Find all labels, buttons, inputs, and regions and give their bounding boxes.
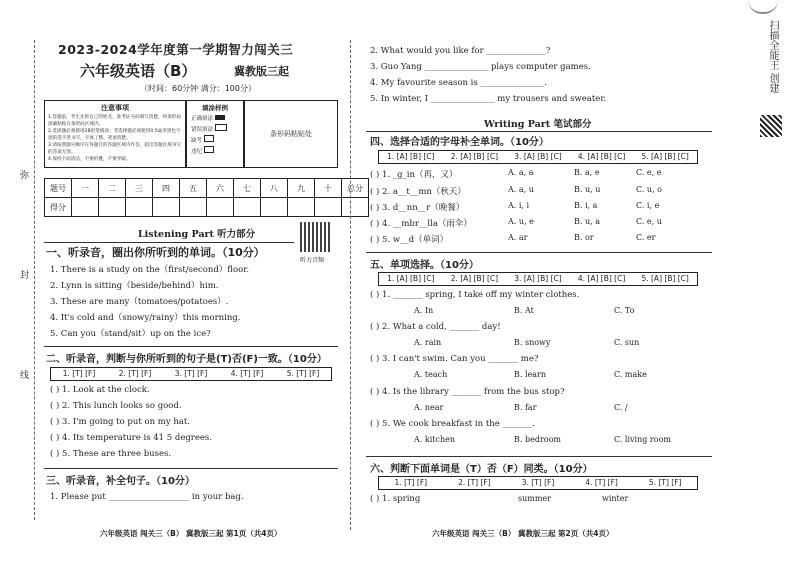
section-5-title: 五、单项选择。（10分） (370, 260, 479, 271)
s5-item-2: ( ) 2. What a cold, _______ day! (370, 322, 501, 332)
answer-box[interactable]: 4. [T] [F] (585, 478, 618, 487)
section-divider (44, 346, 338, 347)
s5-item-3: ( ) 3. I can't swim. Can you _______ me? (370, 354, 539, 364)
s5-item-1-a: A. In (414, 306, 434, 315)
s5-item-4-c: C. / (614, 403, 628, 412)
answer-box[interactable]: 5. [A] [B] [C] (641, 152, 689, 161)
s4-item-3-a: A. i, i (508, 201, 530, 210)
scanner-watermark: 扫描全能王 创建 (767, 20, 778, 94)
watermark-qr-icon (760, 115, 782, 137)
score-cell: 二 (99, 179, 126, 198)
s4-answer-boxes (378, 150, 698, 164)
side-label-mi: 弥 (20, 171, 30, 181)
s4-item-5-a: A. ar (508, 233, 528, 242)
s5-item-5-c: C. living room (614, 435, 671, 444)
s4-item-5-c: C. er (636, 233, 656, 242)
qr-caption: 听力音频 (300, 257, 325, 264)
section-divider (366, 131, 712, 132)
s6-answer-boxes (378, 476, 698, 490)
s6-item-1-c: winter (602, 494, 629, 503)
score-entry[interactable] (342, 198, 369, 217)
s4-item-1-b: B. a, e (574, 168, 600, 177)
answer-box[interactable]: 2. [A] [B] [C] (450, 274, 499, 283)
s3-item-1: 1. Please put ___________________ in your bag. (50, 492, 244, 502)
s5-item-2-b: B. snowy (514, 338, 551, 347)
sample-wrong: 错误填涂 (191, 124, 239, 135)
s3-item-5: 5. In winter, I _______________ my trousers and sweater. (370, 94, 607, 104)
s5-item-5: ( ) 5. We cook breakfast in the _______. (370, 419, 535, 429)
score-cell: 六 (207, 179, 234, 198)
score-table (44, 178, 369, 217)
s4-item-1: ( ) 1. _g_in（再，又） (370, 170, 458, 180)
notice-item: 2.选择题必须使用2B铅笔填涂；非选择题必须使用0.5毫米黑色字迹的签字笔书写，字体工整、笔迹清楚。 (48, 129, 181, 141)
s2-item-3: ( ) 3. I'm going to put on my hat. (50, 417, 190, 427)
section-1-title: 一、听录音，圈出你所听到的单词。（10分） (46, 246, 265, 259)
sample-title: 填涂样例 (202, 104, 228, 112)
s4-item-2-a: A. a, u (508, 185, 534, 194)
writing-title: Writing Part 笔试部分 (484, 119, 592, 130)
score-entry[interactable] (126, 198, 153, 217)
s4-item-2-c: C. u, o (636, 185, 662, 194)
barcode-label: 条形码粘贴处 (270, 130, 312, 138)
barcode-area (244, 100, 338, 168)
score-cell: 四 (153, 179, 180, 198)
score-label: 得分 (45, 198, 72, 217)
answer-box[interactable]: 2. [T] [F] (118, 369, 152, 378)
sample-box (186, 100, 244, 168)
s4-item-5-b: B. or (574, 233, 594, 242)
notice-item: 3.请按照题号顺序在各题目的答题区域内作答，超出答题区域书写的答案无效。 (48, 143, 182, 155)
score-cell: 九 (288, 179, 315, 198)
s4-item-3: ( ) 3. d__nn__r（晚餐） (370, 203, 465, 213)
s2-item-1: ( ) 1. Look at the clock. (50, 385, 150, 395)
score-entry[interactable] (72, 198, 99, 217)
score-entry[interactable] (288, 198, 315, 217)
score-cell: 十 (315, 179, 342, 198)
score-entry[interactable] (153, 198, 180, 217)
s5-item-3-a: A. teach (414, 370, 448, 379)
answer-box[interactable]: 4. [A] [B] [C] (577, 274, 626, 283)
answer-box[interactable]: 5. [T] [F] (648, 478, 682, 487)
time-score: （时间：60分钟 满分：100分） (140, 84, 256, 93)
s5-item-3-c: C. make (614, 370, 647, 379)
section-divider (44, 468, 338, 469)
notice-title: 注意事项 (101, 104, 129, 112)
score-cell: 题号 (45, 179, 72, 198)
score-entry[interactable] (261, 198, 288, 217)
qr-code-icon (300, 222, 330, 252)
section-3-title: 三、听录音，补全句子。（10分） (46, 476, 195, 487)
section-divider (44, 242, 294, 243)
s5-item-3-b: B. learn (514, 370, 547, 379)
edition-label: 冀教版三起 (234, 65, 289, 78)
score-table-score-row (45, 198, 369, 217)
s4-item-4-b: B. u, a (574, 217, 600, 226)
s4-item-5: ( ) 5. w__d（单词） (370, 235, 449, 245)
answer-box[interactable]: 4. [T] [F] (230, 369, 264, 378)
answer-box[interactable]: 5. [T] [F] (286, 369, 320, 378)
answer-box[interactable]: 3. [A] [B] [C] (514, 274, 562, 283)
s1-item-2: 2. Lynn is sitting（beside/behind）him. (50, 281, 219, 291)
section-4-title: 四、选择合适的字母补全单词。（10分） (370, 137, 549, 148)
s4-item-3-c: C. i, e (636, 201, 660, 210)
answer-box[interactable]: 1. [A] [B] [C] (387, 152, 435, 161)
s2-answer-boxes (50, 367, 332, 381)
s4-item-1-a: A. a, a (508, 168, 534, 177)
s3-item-3: 3. Guo Yang _______________ plays computer games. (370, 62, 591, 72)
side-label-xian: 线 (20, 371, 30, 381)
footer-page-1: 六年级英语 闯关三（B） 冀教版三起 第1页（共4页） (100, 529, 282, 538)
score-entry[interactable] (234, 198, 261, 217)
s5-item-4-a: A. near (414, 403, 444, 412)
sample-correct: 正确填涂 (191, 114, 239, 124)
s2-item-2: ( ) 2. This lunch looks so good. (50, 401, 182, 411)
s5-item-2-a: A. rain (414, 338, 442, 347)
score-cell: 一 (72, 179, 99, 198)
s4-item-4-c: C. e, u (636, 217, 662, 226)
s1-item-1: 1. There is a study on the（first/second）floor. (50, 265, 250, 275)
s4-item-1-c: C. e, e (636, 168, 662, 177)
score-cell: 七 (234, 179, 261, 198)
s5-item-5-a: A. kitchen (414, 435, 456, 444)
answer-box[interactable]: 3. [T] [F] (174, 369, 208, 378)
s5-item-4-b: B. far (514, 403, 537, 412)
s5-item-2-c: C. sun (614, 338, 640, 347)
answer-box[interactable]: 1. [T] [F] (62, 369, 96, 378)
footer-page-2: 六年级英语 闯关三（B） 冀教版三起 第2页（共4页） (432, 529, 614, 538)
answer-box[interactable]: 3. [A] [B] [C] (514, 152, 562, 161)
s5-item-1-c: C. To (614, 306, 635, 315)
s5-answer-boxes (378, 272, 698, 286)
section-divider (366, 252, 712, 253)
s5-item-1: ( ) 1. _______ spring, I take off my winter clothes. (370, 290, 580, 300)
score-cell: 八 (261, 179, 288, 198)
score-cell: 总分 (342, 179, 369, 198)
s1-item-4: 4. It's cold and（snowy/rainy）this morning. (50, 313, 241, 323)
sample-violation: 违纪 (191, 146, 239, 157)
notice-items (45, 113, 185, 164)
s2-item-5: ( ) 5. These are three buses. (50, 449, 172, 459)
answer-box[interactable]: 1. [T] [F] (394, 478, 428, 487)
score-cell: 五 (180, 179, 207, 198)
s5-item-4: ( ) 4. Is the library _______ from the bus stop? (370, 387, 565, 397)
section-divider (366, 456, 712, 457)
answer-box[interactable]: 1. [A] [B] [C] (387, 274, 435, 283)
score-table-header-row (45, 179, 369, 198)
s1-item-3: 3. These are many（tomatoes/potatoes）. (50, 297, 229, 307)
score-entry[interactable] (99, 198, 126, 217)
notice-item: 4.保持卡面清洁，不要折叠，不要弄破。 (48, 157, 131, 162)
notice-item: 1.答题前，考生先将自己的姓名、准考证号码填写清楚，将条形码准确粘贴在条形码区域内。 (48, 115, 182, 127)
subject-title: 六年级英语（B） (80, 62, 197, 80)
listening-title: Listening Part 听力部分 (138, 229, 256, 240)
section-6-title: 六、判断下面单词是（T）否（F）同类。（10分） (370, 464, 593, 475)
s1-item-5: 5. Can you（stand/sit）up on the ice? (50, 329, 211, 339)
score-entry[interactable] (315, 198, 342, 217)
score-cell: 三 (126, 179, 153, 198)
s5-item-1-b: B. At (514, 306, 534, 315)
s4-item-2: ( ) 2. a__t__mn（秋天） (370, 187, 466, 197)
s4-item-2-b: B. u, u (574, 185, 601, 194)
side-label-feng: 封 (20, 271, 30, 281)
s5-item-5-b: B. bedroom (514, 435, 561, 444)
s6-item-1-b: summer (518, 494, 551, 503)
page-divider (350, 40, 351, 530)
s4-item-4: ( ) 4. __mbr__lla（雨伞） (370, 219, 472, 229)
s4-item-3-b: B. i, a (574, 201, 598, 210)
answer-box[interactable]: 3. [T] [F] (521, 478, 555, 487)
s3-item-4: 4. My favourite season is _______________. (370, 78, 547, 88)
score-entry[interactable] (180, 198, 207, 217)
s2-item-4: ( ) 4. Its temperature is 41 5 degrees. (50, 433, 212, 443)
section-2-title: 二、听录音，判断与你所听到的句子是(T)否(F)一致。（10分） (46, 354, 327, 365)
sample-absent: 缺考 (191, 135, 239, 146)
answer-box[interactable]: 2. [T] [F] (458, 478, 491, 487)
answer-box[interactable]: 2. [A] [B] [C] (450, 152, 499, 161)
binding-line (34, 40, 35, 520)
answer-box[interactable]: 5. [A] [B] [C] (641, 274, 689, 283)
score-entry[interactable] (207, 198, 234, 217)
s3-item-2: 2. What would you like for ______________? (370, 46, 551, 56)
corner-mark-icon (748, 0, 778, 14)
notice-box (44, 100, 186, 168)
answer-box[interactable]: 4. [A] [B] [C] (577, 152, 626, 161)
s4-item-4-a: A. u, e (508, 217, 534, 226)
exam-title-line: 2023-2024学年度第一学期智力闯关三 (58, 42, 294, 57)
s6-item-1: ( ) 1. spring (370, 494, 421, 504)
